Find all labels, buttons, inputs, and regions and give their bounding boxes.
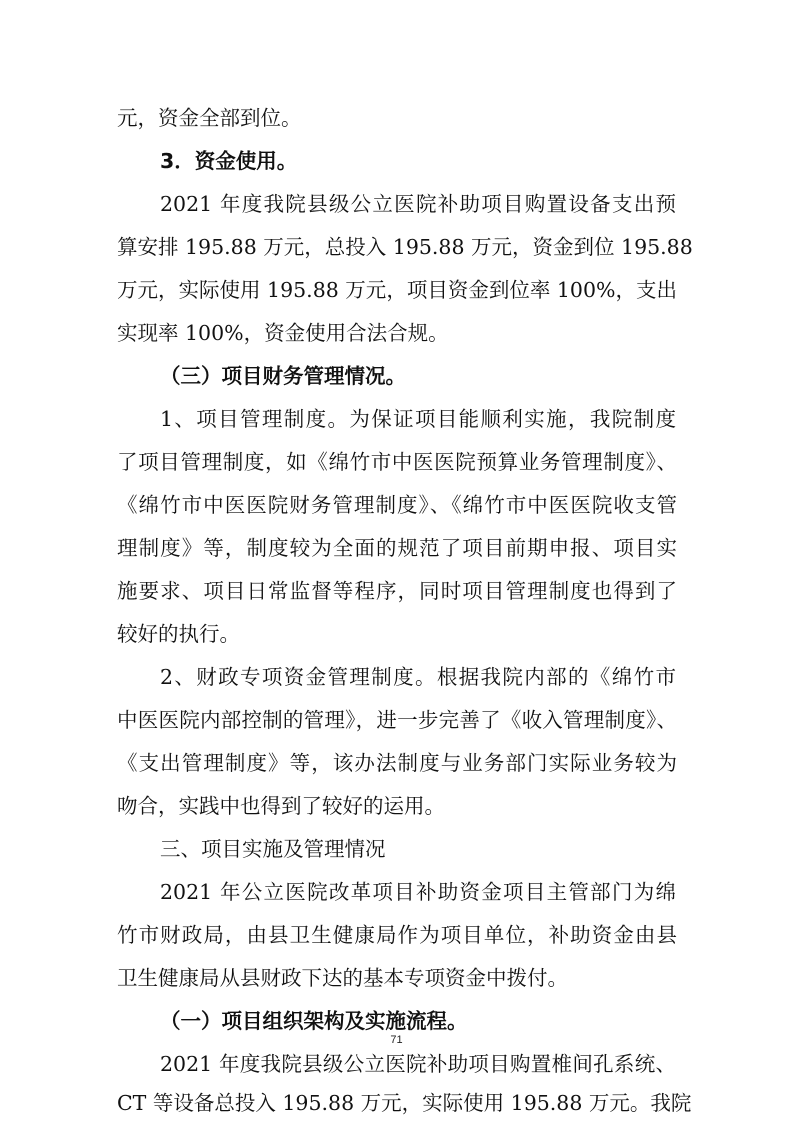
text-line: 吻合，实践中也得到了较好的运用。 [117,794,445,818]
text-line: 中医医院内部控制的管理》，进一步完善了《收入管理制度》、 [117,708,677,732]
paragraph-first-line: 2、财政专项资金管理制度。根据我院内部的《绵竹市 [160,665,676,689]
text-line: 竹市财政局，由县卫生健康局作为项目单位，补助资金由县 [117,923,677,947]
text-line: 《绵竹市中医医院财务管理制度》、《绵竹市中医医院收支管 [117,493,677,517]
text-line: 实现率 100%，资金使用合法合规。 [117,321,449,345]
section-heading: （一）项目组织架构及实施流程。 [160,1009,468,1033]
chapter-heading: 三、项目实施及管理情况 [160,837,386,861]
text-line: 元，资金全部到位。 [117,106,302,130]
text-line: 较好的执行。 [117,622,240,646]
section-heading: （三）项目财务管理情况。 [160,364,406,388]
text-line: CT 等设备总投入 195.88 万元，实际使用 195.88 万元。我院 [117,1091,692,1115]
text-line: 卫生健康局从县财政下达的基本专项资金中拨付。 [117,966,568,990]
paragraph-first-line: 2021 年度我院县级公立医院补助项目购置椎间孔系统、 [160,1052,676,1076]
text-line: 施要求、项目日常监督等程序，同时项目管理制度也得到了 [117,579,677,603]
paragraph-first-line: 2021 年公立医院改革项目补助资金项目主管部门为绵 [160,880,676,904]
text-line: 理制度》等，制度较为全面的规范了项目前期申报、项目实 [117,536,677,560]
text-line: 万元，实际使用 195.88 万元，项目资金到位率 100%，支出 [117,278,677,302]
text-line: 了项目管理制度，如《绵竹市中医医院预算业务管理制度》、 [117,450,677,474]
paragraph-first-line: 1、项目管理制度。为保证项目能顺利实施，我院制度 [160,407,676,431]
section-heading: 3．资金使用。 [160,149,298,173]
text-line: 《支出管理制度》等，该办法制度与业务部门实际业务较为 [117,751,677,775]
text-line: 算安排 195.88 万元，总投入 195.88 万元，资金到位 195.88 [117,235,693,259]
paragraph-first-line: 2021 年度我院县级公立医院补助项目购置设备支出预 [160,192,676,216]
page-number: 71 [390,1034,403,1046]
